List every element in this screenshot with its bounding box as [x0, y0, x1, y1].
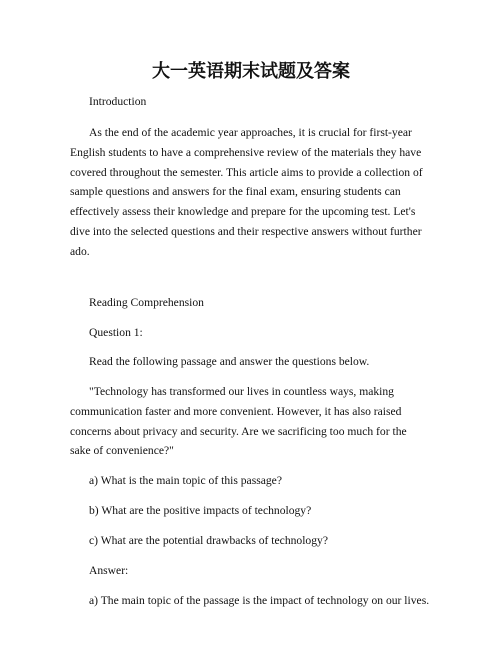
section-heading: Reading Comprehension: [89, 296, 204, 309]
passage-line: communication faster and more convenient. However, it has also raised: [70, 404, 402, 418]
instruction-text: Read the following passage and answer the questions below.: [89, 355, 370, 368]
introduction-heading: Introduction: [89, 95, 147, 108]
document-title: 大一英语期末试题及答案: [152, 61, 350, 82]
intro-line: ado.: [70, 244, 90, 258]
intro-line: As the end of the academic year approaches, it is crucial for first-year: [89, 126, 412, 139]
introduction-paragraph: [70, 123, 430, 262]
question-a: a) What is the main topic of this passage?: [89, 474, 282, 487]
intro-line: dive into the selected questions and their respective answers without further: [70, 224, 422, 238]
answer-a: a) The main topic of the passage is the impact of technology on our lives.: [89, 594, 430, 607]
passage-line: concerns about privacy and security. Are we sacrificing too much for the: [70, 424, 407, 438]
passage-quote: [70, 382, 430, 461]
intro-line: covered throughout the semester. This article aims to provide a collection of: [70, 165, 423, 179]
answer-label: Answer:: [89, 564, 129, 577]
question-b: b) What are the positive impacts of technology?: [89, 504, 312, 517]
passage-line: sake of convenience?": [70, 444, 174, 458]
intro-line: English students to have a comprehensive review of the materials they have: [70, 145, 422, 159]
question-c: c) What are the potential drawbacks of technology?: [89, 534, 328, 547]
intro-line: sample questions and answers for the final exam, ensuring students can: [70, 185, 401, 199]
intro-line: effectively assess their knowledge and prepare for the upcoming test. Let's: [70, 205, 416, 219]
passage-line: "Technology has transformed our lives in countless ways, making: [89, 385, 394, 398]
question-label: Question 1:: [89, 326, 143, 339]
